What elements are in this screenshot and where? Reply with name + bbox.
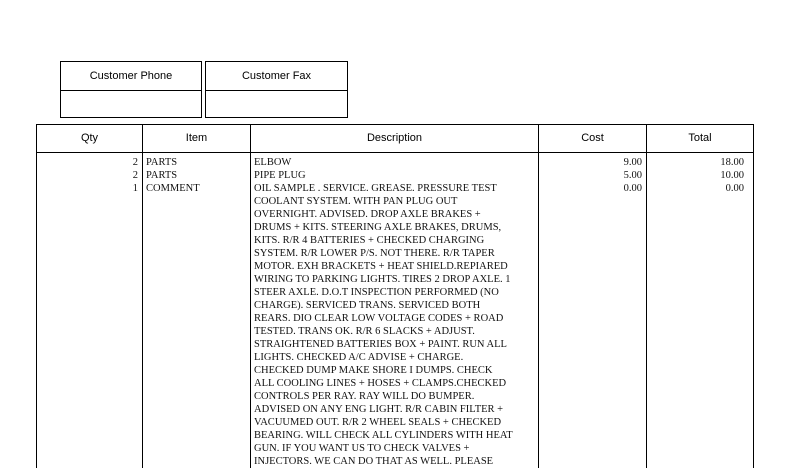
comment-line: OIL SAMPLE . SERVICE. GREASE. PRESSURE TEST [254,183,497,194]
comment-line: STEER AXLE. D.O.T INSPECTION PERFORMED (NO [254,287,499,298]
comment-line: WIRING TO PARKING LIGHTS. TIRES 2 DROP AXLE. 1 [254,274,511,285]
comment-line: COOLANT SYSTEM. WITH PAN PLUG OUT [254,196,458,207]
row-description: PIPE PLUG [254,170,306,181]
header-cost: Cost [581,132,604,144]
comment-line: TESTED. TRANS OK. R/R 6 SLACKS + ADJUST. [254,326,475,337]
table-row [0,156,798,169]
header-qty: Qty [80,132,99,144]
comment-line: ADVISED ON ANY ENG LIGHT. R/R CABIN FILTER + [254,404,504,415]
comment-line: DRUMS + KITS. STEERING AXLE BRAKES, DRUMS, [254,222,502,233]
comment-line: STRAIGHTENED BATTERIES BOX + PAINT. RUN ALL [254,339,507,350]
row-item: COMMENT [146,183,200,194]
customer-fax-box [205,61,348,118]
row-cost: 0.00 [623,183,642,194]
row-cost: 5.00 [623,170,642,181]
comment-line: CHECKED DUMP MAKE SHORE I DUMPS. CHECK [254,365,493,376]
comment-description [254,182,544,468]
row-total: 18.00 [720,157,744,168]
comment-line: LIGHTS. CHECKED A/C ADVISE + CHARGE. [254,352,464,363]
row-item: PARTS [146,157,178,168]
comment-line: KITS. R/R 4 BATTERIES + CHECKED CHARGING [254,235,485,246]
customer-phone-label: Customer Phone [61,62,201,91]
comment-line: VACUUMED OUT. R/R 2 WHEEL SEALS + CHECKED [254,417,502,428]
comment-line: CHARGE). SERVICED TRANS. SERVICED BOTH [254,300,481,311]
comment-line: REARS. DIO CLEAR LOW VOLTAGE CODES + ROAD [254,313,504,324]
row-qty: 1 [132,183,138,194]
customer-phone-box [60,61,202,118]
comment-line: BEARING. WILL CHECK ALL CYLINDERS WITH HEAT [254,430,513,441]
comment-line: SYSTEM. R/R LOWER P/S. NOT THERE. R/R TAPER [254,248,495,259]
comment-line: ALL COOLING LINES + HOSES + CLAMPS.CHECKED [254,378,507,389]
customer-fax-label: Customer Fax [206,62,347,91]
comment-line: OVERNIGHT. ADVISED. DROP AXLE BRAKES + [254,209,481,220]
table-row [0,169,798,182]
header-total: Total [688,132,712,144]
comment-line: INJECTORS. WE CAN DO THAT AS WELL. PLEASE [254,456,494,467]
comment-line: CONTROLS PER RAY. RAY WILL DO BUMPER. [254,391,475,402]
row-total: 0.00 [725,183,744,194]
header-description: Description [366,132,423,144]
row-qty: 2 [132,157,138,168]
row-total: 10.00 [720,170,744,181]
header-item: Item [185,132,208,144]
comment-line: MOTOR. EXH BRACKETS + HEAT SHIELD.REPIARED [254,261,508,272]
row-qty: 2 [132,170,138,181]
row-cost: 9.00 [623,157,642,168]
row-item: PARTS [146,170,178,181]
comment-line: GUN. IF YOU WANT US TO CHECK VALVES + [254,443,470,454]
row-description: ELBOW [254,157,292,168]
